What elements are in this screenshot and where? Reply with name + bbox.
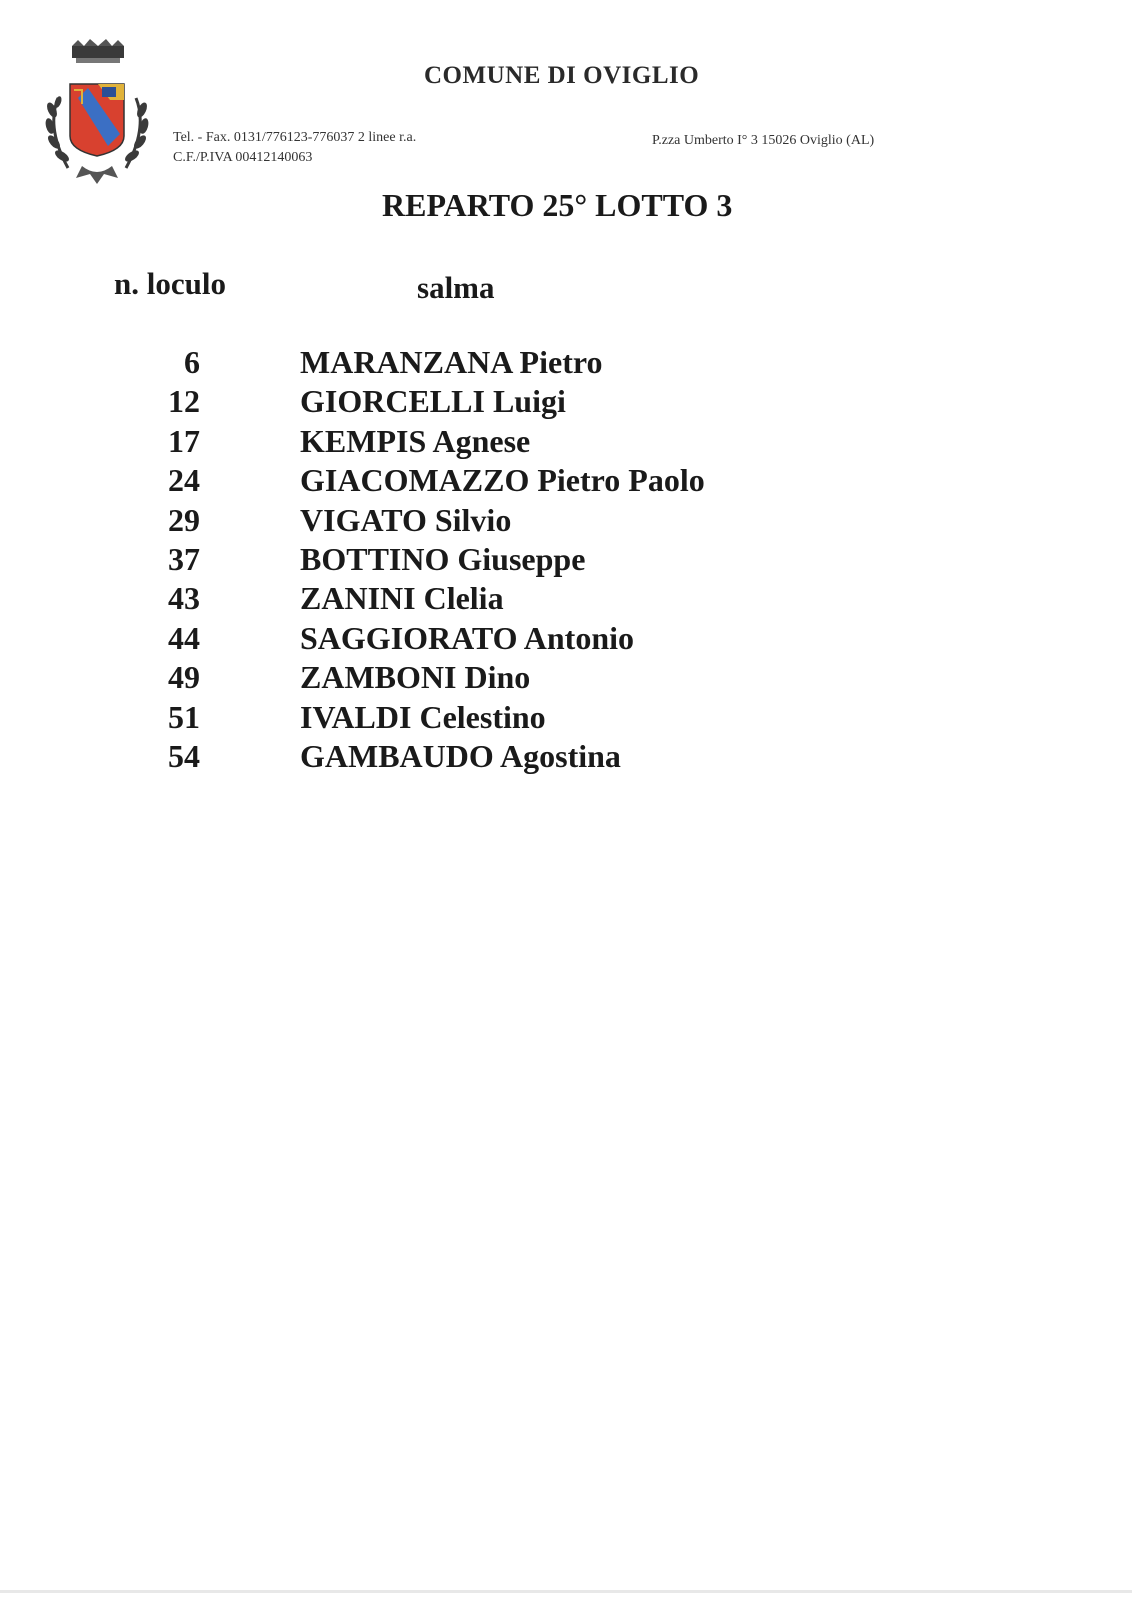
niche-number: 17: [168, 422, 200, 459]
niche-number: 51: [168, 698, 200, 735]
list-item: [0, 343, 1132, 382]
list-item: [0, 737, 1132, 776]
municipality-name: COMUNE DI OVIGLIO: [424, 62, 700, 89]
deceased-name: SAGGIORATO Antonio: [300, 619, 635, 656]
niche-number: 44: [168, 619, 200, 656]
deceased-name: ZANINI Clelia: [300, 580, 504, 617]
shield-icon: [70, 84, 124, 156]
page-edge: [0, 1590, 1132, 1593]
niche-number: 54: [168, 737, 200, 774]
list-item: [0, 501, 1132, 540]
address: P.zza Umberto I° 3 15026 Oviglio (AL): [652, 133, 875, 148]
niche-number: 43: [168, 580, 200, 617]
niche-number: 37: [168, 540, 200, 577]
list-item: [0, 579, 1132, 618]
deceased-name: IVALDI Celestino: [300, 698, 546, 735]
phone-fax: Tel. - Fax. 0131/776123-776037 2 linee r.a.: [173, 130, 417, 145]
list-item: [0, 698, 1132, 737]
tax-code: C.F./P.IVA 00412140063: [173, 150, 313, 165]
niche-number: 29: [168, 501, 200, 538]
list-item: [0, 382, 1132, 421]
list-item: [0, 422, 1132, 461]
deceased-name: ZAMBONI Dino: [300, 659, 531, 696]
deceased-name: MARANZANA Pietro: [300, 344, 603, 380]
niche-number: 6: [184, 344, 200, 380]
niche-number: 12: [168, 383, 200, 420]
deceased-name: BOTTINO Giuseppe: [300, 540, 586, 577]
deceased-name: GAMBAUDO Agostina: [300, 737, 621, 774]
coat-of-arms-icon: [38, 38, 156, 188]
list-item: [0, 619, 1132, 658]
crown-icon: [72, 39, 124, 63]
niche-number: 49: [168, 659, 200, 696]
list-item: [0, 658, 1132, 697]
list-item: [0, 540, 1132, 579]
deceased-name: GIACOMAZZO Pietro Paolo: [300, 462, 705, 499]
deceased-name: KEMPIS Agnese: [300, 422, 531, 459]
deceased-name: VIGATO Silvio: [300, 501, 512, 538]
list-item: [0, 461, 1132, 500]
column-header-loculo: n. loculo: [114, 266, 226, 301]
column-header-salma: salma: [417, 270, 495, 305]
burial-list: [0, 343, 1132, 776]
page-title: REPARTO 25° LOTTO 3: [382, 187, 733, 223]
niche-number: 24: [168, 462, 200, 499]
deceased-name: GIORCELLI Luigi: [300, 383, 566, 420]
